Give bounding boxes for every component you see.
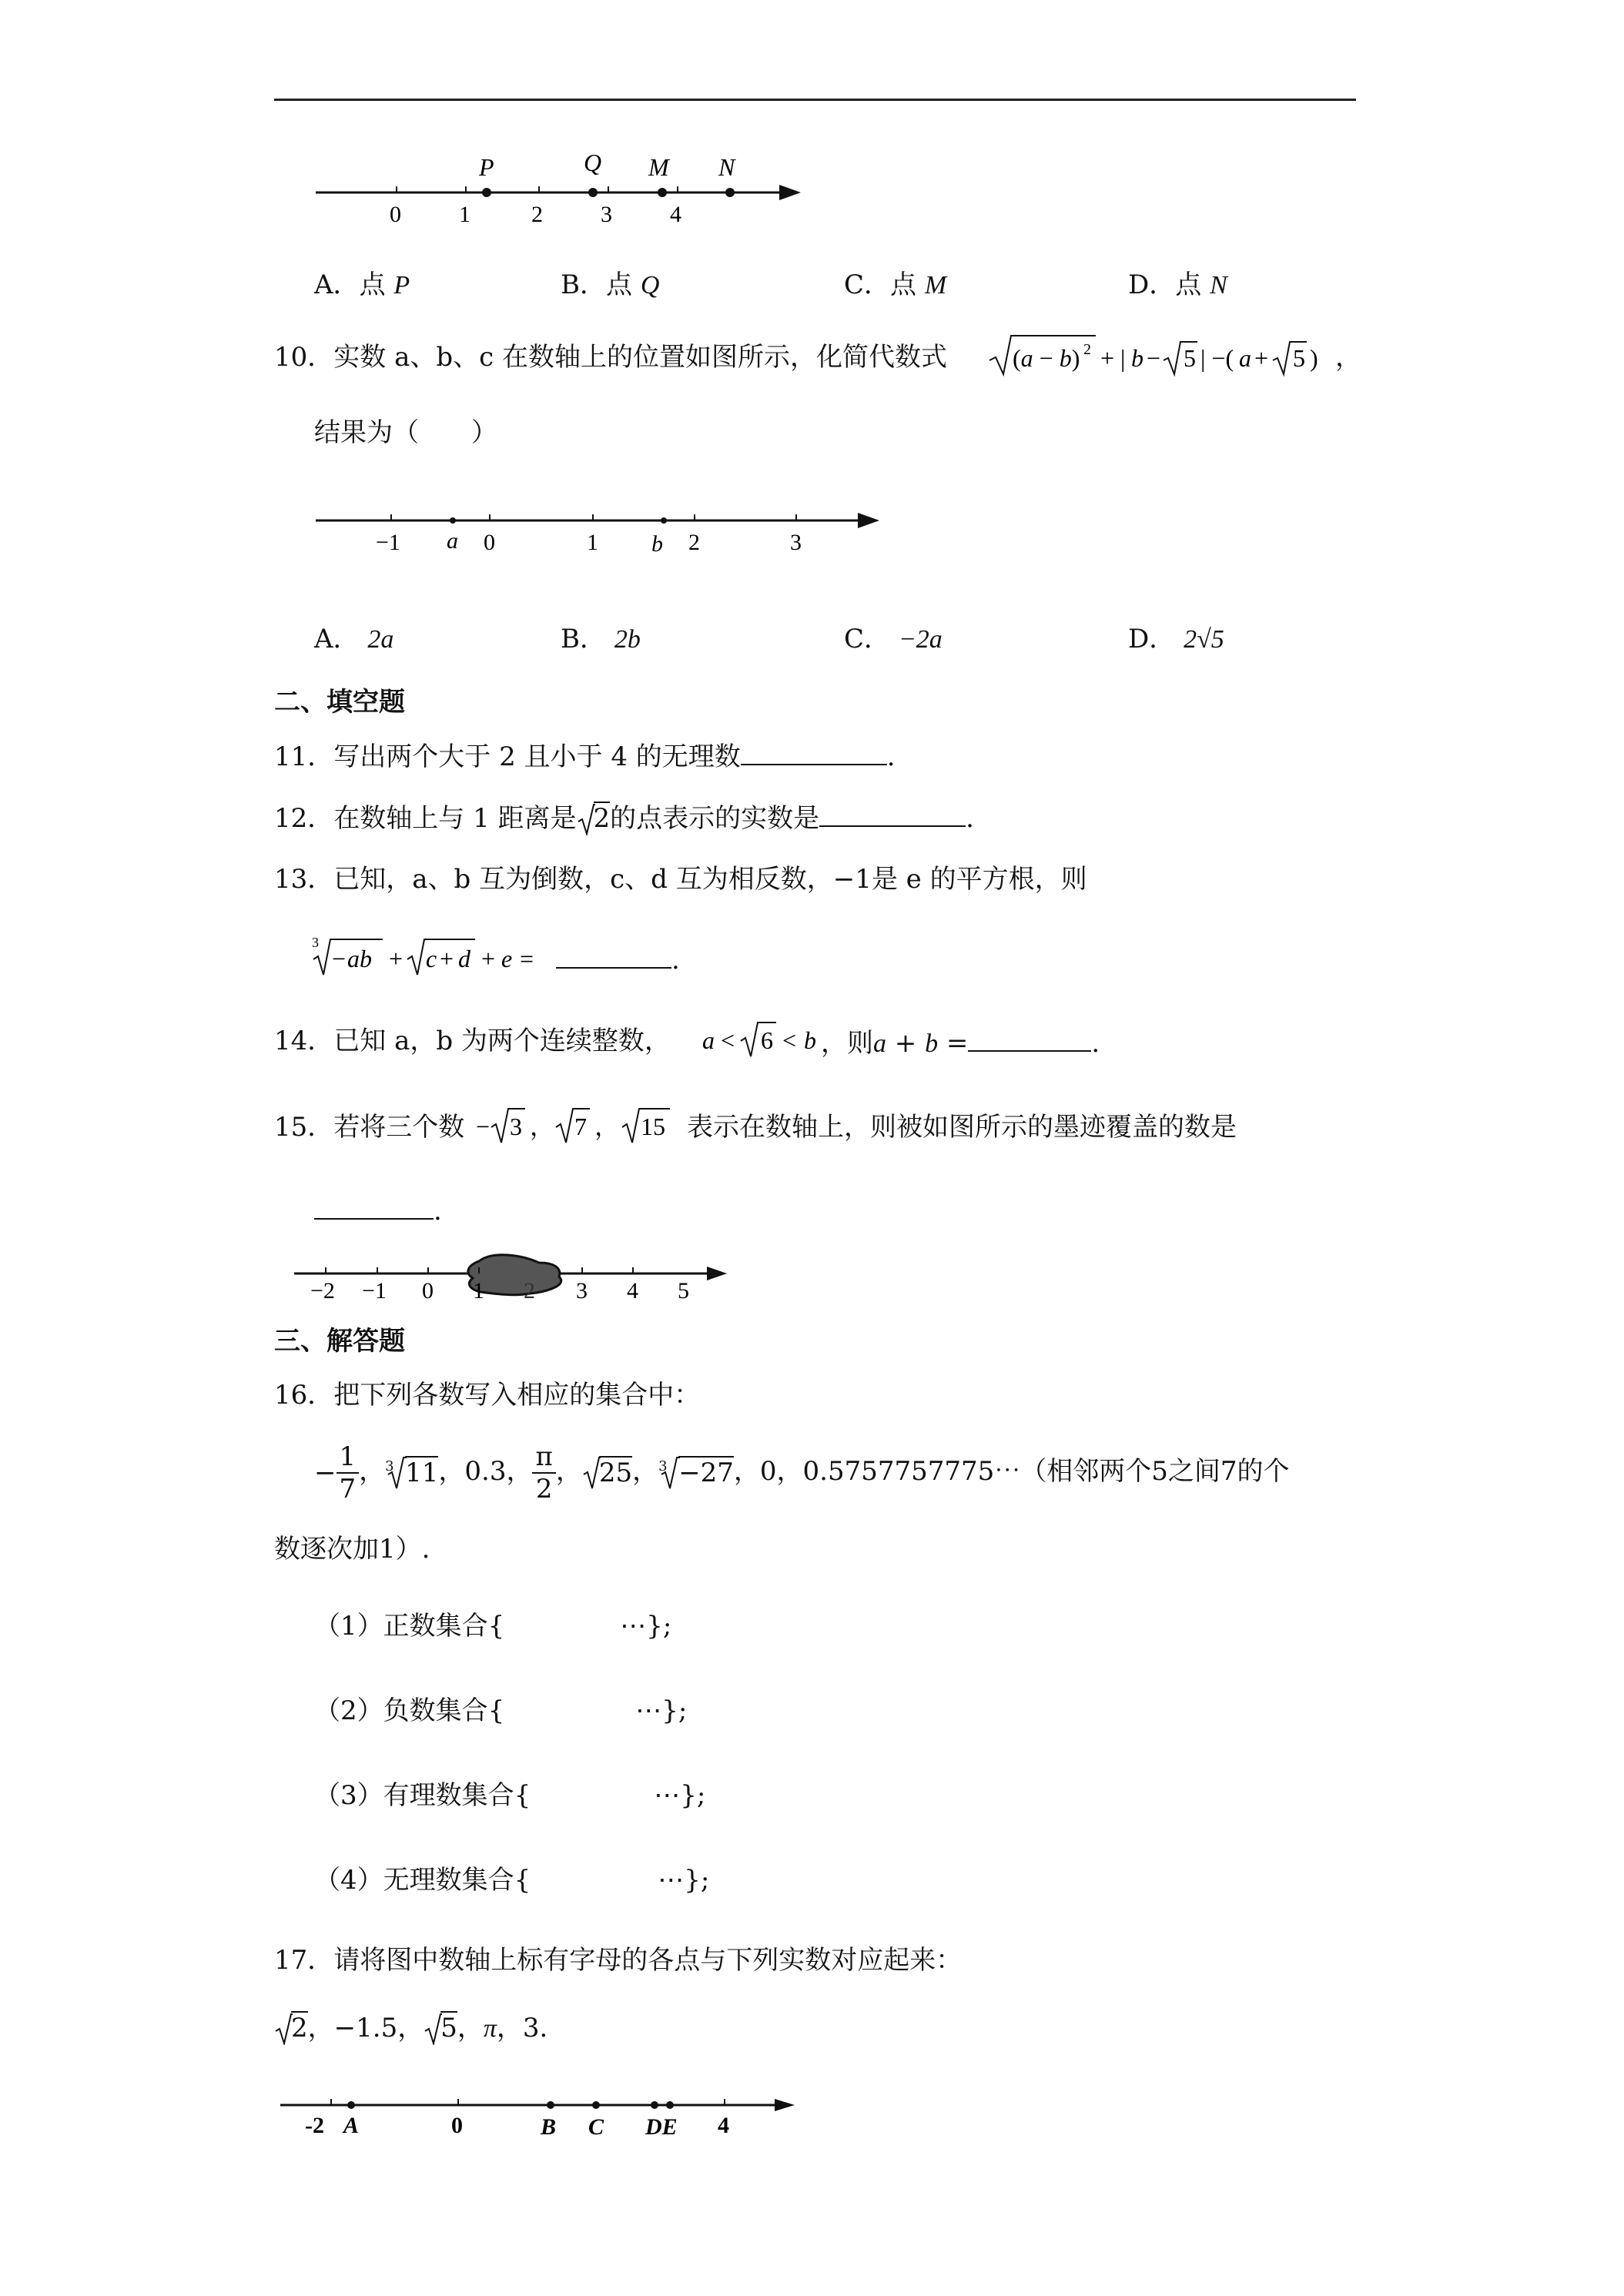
point-label: P (479, 153, 494, 181)
svg-text:15: 15 (641, 1113, 665, 1140)
tick-label: 0 (484, 530, 495, 554)
point-label: a (447, 528, 458, 554)
q17-values: 2，−1.5， 5，π，3. (274, 2011, 547, 2046)
tick-label: −1 (362, 1278, 387, 1301)
answer-blank[interactable] (314, 1192, 434, 1220)
point-label: C (588, 2114, 604, 2140)
tick-label: 1 (459, 202, 470, 227)
q10-option-a[interactable]: A． 2a (314, 624, 394, 654)
tick-label: 2 (531, 202, 543, 227)
svg-text:5: 5 (1293, 344, 1305, 372)
svg-text:ab: ab (347, 945, 372, 972)
answer-blank[interactable] (741, 738, 887, 765)
sqrt-sign: 2 (577, 802, 611, 835)
point-label: N (718, 153, 735, 181)
tick-label: 2 (524, 1278, 535, 1301)
q17-stem: 17．请将图中数轴上标有字母的各点与下列实数对应起来： (274, 1945, 963, 1976)
q15-answer: . (314, 1192, 442, 1228)
tick-label: 4 (670, 202, 681, 227)
q10-stem: 10．实数 a、b、c 在数轴上的位置如图所示，化简代数式 (274, 342, 947, 373)
q16-set-rational: （3）有理数集合{ ⋯}; (314, 1780, 706, 1811)
svg-text:<: < (721, 1026, 735, 1054)
tick-label: 2 (688, 530, 700, 554)
svg-text:+: + (481, 945, 496, 972)
q12: 12．在数轴上与 1 距离是 2的点表示的实数是 . (274, 799, 974, 835)
svg-text:，: ， (594, 1113, 620, 1140)
tick-label: 4 (718, 2113, 729, 2138)
point-label: b (651, 531, 663, 554)
answer-blank[interactable] (556, 941, 671, 969)
tick-label: −1 (376, 530, 400, 554)
tick-label: 3 (601, 202, 612, 227)
cube-root-neg27: 3 −27 (658, 1458, 734, 1488)
point-label: M (648, 153, 669, 181)
svg-text:a: a (1239, 344, 1251, 372)
svg-text:−: − (1147, 344, 1161, 372)
q10-comma: ， (1335, 342, 1361, 373)
sqrt-25: 25 (582, 1456, 632, 1490)
q9-option-d[interactable]: D．点 N (1128, 269, 1227, 300)
tick-label: 1 (587, 530, 598, 554)
header-rule (274, 99, 1356, 101)
sqrt-5: 5 (424, 2011, 457, 2045)
svg-text:b: b (1131, 344, 1143, 372)
svg-text:c: c (426, 945, 437, 972)
point-label: B (541, 2114, 557, 2140)
point-label: DE (645, 2114, 678, 2140)
svg-text:，: ， (530, 1113, 555, 1140)
q9-option-c[interactable]: C．点 M (844, 269, 947, 300)
q9-option-a[interactable]: A．点 P (314, 269, 410, 300)
tick-label: 5 (678, 1278, 689, 1301)
q10-expression (988, 331, 1365, 380)
svg-text:d: d (458, 945, 470, 972)
tick-label: 0 (390, 202, 401, 227)
svg-text:2: 2 (1083, 341, 1091, 358)
q16-stem: 16．把下列各数写入相应的集合中： (274, 1380, 701, 1411)
q16-numbers: − $\frac{1}{7}$ ， 3 11，0.3， $\frac{\pi}{2}$ ， 25， 3 −27，0，0.5757757775⋯（相邻两个5之间7的个 (314, 1441, 1290, 1504)
tick-label: −2 (310, 1278, 335, 1301)
q13-expression (312, 935, 574, 979)
tick-label: 1 (473, 1278, 484, 1301)
svg-text:(a − b): (a − b) (1013, 344, 1080, 372)
q17-number-line (277, 2082, 801, 2144)
tick-label: 0 (422, 1278, 434, 1301)
svg-text:<: < (782, 1026, 797, 1054)
q10-option-b[interactable]: B． 2b (561, 624, 641, 654)
svg-text:+ |: + | (1100, 344, 1126, 372)
tick-label: 4 (627, 1278, 638, 1301)
cube-root-11: 3 11 (385, 1458, 439, 1488)
section-fill-in: 二、填空题 (274, 687, 405, 718)
svg-text:+: + (440, 945, 454, 972)
tick-label: 3 (790, 530, 802, 554)
q13-stem: 13．已知，a、b 互为倒数，c、d 互为相反数，−1是 e 的平方根，则 (274, 864, 1087, 895)
q15-numbers (476, 1103, 691, 1146)
svg-text:b: b (804, 1026, 816, 1054)
q10-option-c[interactable]: C． −2a (844, 624, 943, 654)
svg-text:−: − (476, 1113, 491, 1140)
q14: 14．已知 a，b 为两个连续整数， (274, 1026, 671, 1056)
svg-text:=: = (520, 945, 534, 972)
q9-option-b[interactable]: B．点 Q (561, 269, 660, 300)
svg-text:a: a (702, 1026, 715, 1054)
svg-text:+: + (389, 945, 403, 972)
tick-label: -2 (305, 2113, 324, 2138)
answer-blank[interactable] (968, 1024, 1091, 1052)
svg-text:−: − (332, 945, 347, 972)
q14-tail: ，则a + b = . (821, 1024, 1100, 1061)
svg-text:5: 5 (1184, 344, 1196, 372)
point-label: A (343, 2113, 360, 2138)
tick-label: 0 (451, 2113, 463, 2138)
q15-tail: 表示在数轴上，则被如图所示的墨迹覆盖的数是 (687, 1112, 1237, 1143)
svg-text:3: 3 (510, 1113, 522, 1140)
svg-text:e: e (501, 945, 513, 972)
q16-set-irrational: （4）无理数集合{ ⋯}; (314, 1865, 710, 1896)
q9-number-line (308, 146, 816, 231)
q15: 15．若将三个数 (274, 1112, 465, 1143)
svg-text:3: 3 (312, 935, 319, 950)
q10-number-line (308, 493, 893, 554)
q11: 11．写出两个大于 2 且小于 4 的无理数 . (274, 738, 896, 774)
svg-text:6: 6 (761, 1026, 773, 1054)
q15-number-line (291, 1240, 738, 1301)
svg-text:| −(: | −( (1200, 344, 1234, 372)
q13-answer: . (556, 941, 680, 977)
q16-line3: 数逐次加1）. (274, 1534, 430, 1565)
section-solve: 三、解答题 (274, 1326, 405, 1357)
svg-text:7: 7 (574, 1113, 587, 1140)
q16-set-negative: （2）负数集合{ ⋯}; (314, 1695, 688, 1726)
point-label: Q (584, 149, 602, 176)
fraction: $\frac{\pi}{2}$ (532, 1441, 555, 1504)
fraction: $\frac{1}{7}$ (337, 1441, 360, 1504)
q10-option-d[interactable]: D． 2√5 (1128, 624, 1224, 654)
tick-label: 3 (576, 1278, 588, 1301)
q16-set-positive: （1）正数集合{ ⋯}; (314, 1611, 672, 1642)
sqrt-2: 2 (274, 2011, 308, 2045)
answer-blank[interactable] (819, 799, 966, 827)
svg-text:+: + (1254, 344, 1269, 372)
q10-line2: 结果为（ ） (314, 417, 497, 448)
svg-text:): ) (1310, 344, 1318, 372)
